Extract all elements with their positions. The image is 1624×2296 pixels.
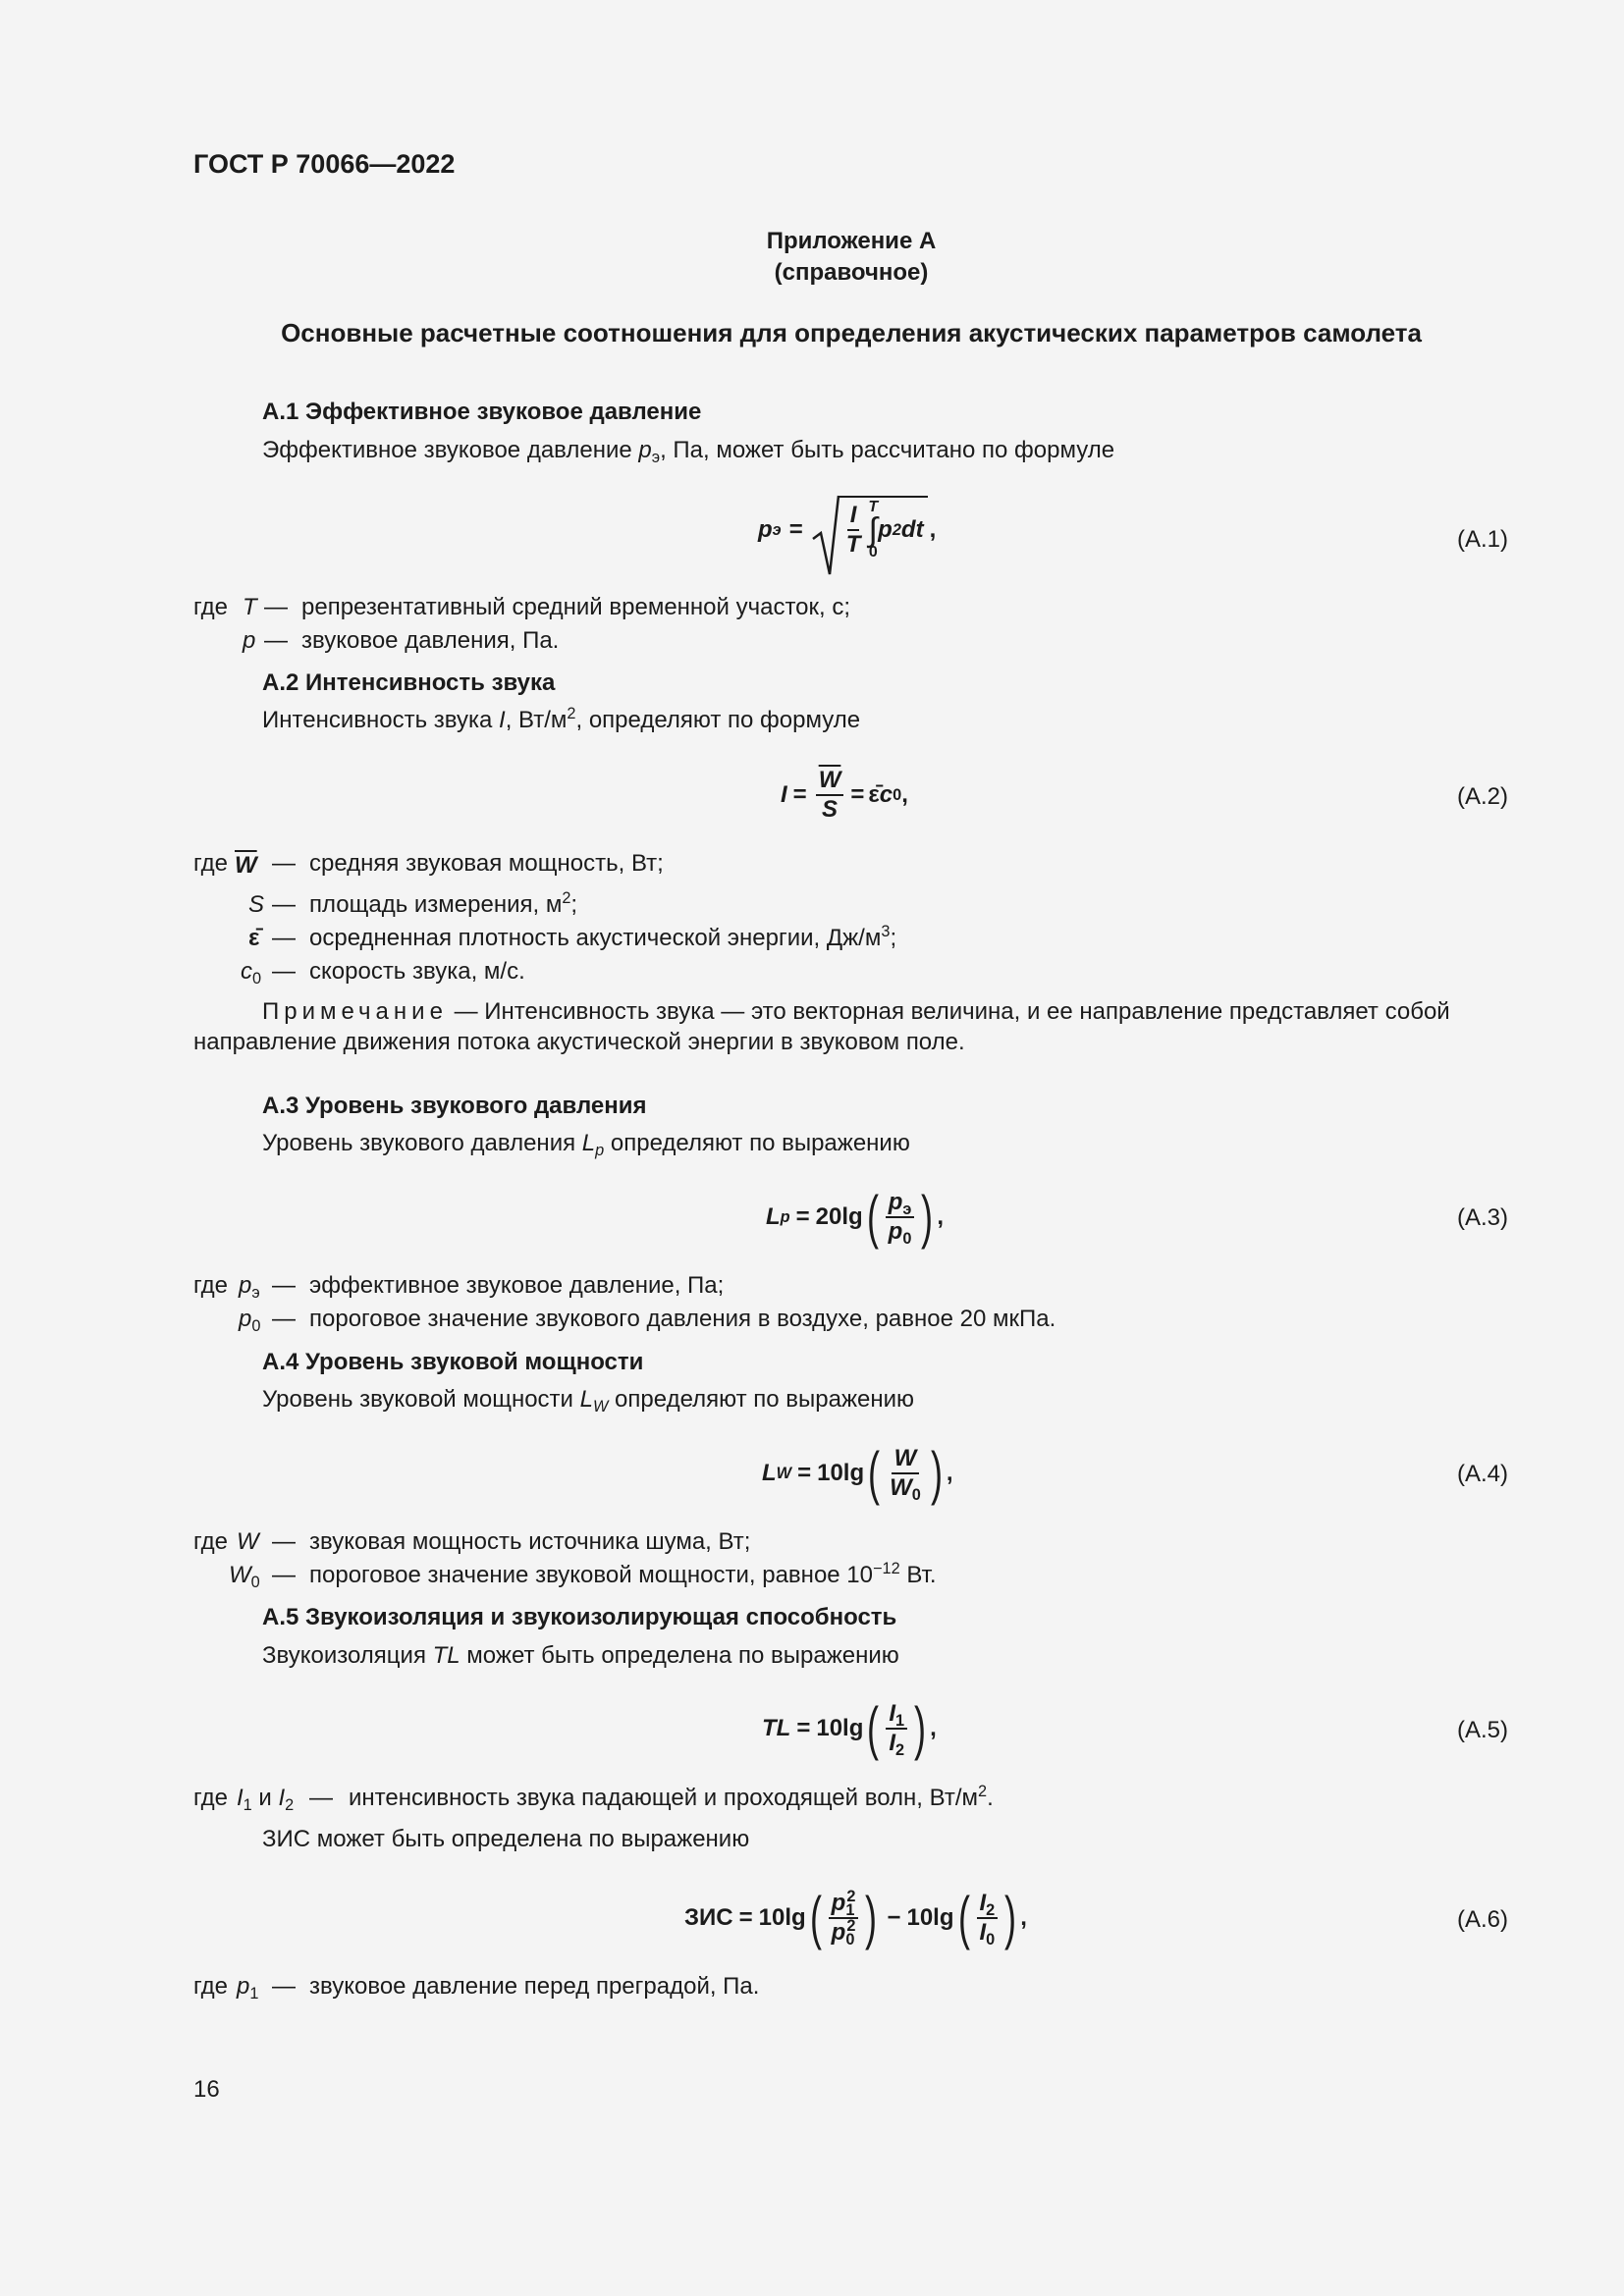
f1-fraction [843,502,864,558]
f5-equals: = [796,1715,811,1742]
intro-sub: p [595,1141,605,1159]
f1-integral [868,500,878,561]
glossary-text [309,923,896,953]
eq-number-a1: (А.1) [1456,526,1508,553]
glossary-symbol: p [243,627,256,654]
intro-text-end: , Па, может быть рассчитано по формуле [660,437,1115,463]
sqrt-bar [839,496,928,498]
f6-den-sub: 0 [845,1930,855,1949]
f5-den [886,1730,907,1757]
main-title: Основные расчетные соотношения для определения акустических параметров самолета [281,318,1422,347]
f6-num-sup: 2 [846,1888,856,1906]
intro-text-end: , определяют по формуле [575,707,861,733]
glossary-text: эффективное звуковое давление, Па; [309,1272,725,1299]
glossary-symbol [237,1783,294,1813]
glossary-dash: — [272,1272,296,1299]
glossary-symbol: W [237,1528,259,1555]
glossary-dash: — [264,627,288,654]
glossary-symbol-part: I [237,1785,244,1811]
right-paren-icon: ) [921,1184,934,1250]
right-paren-icon: ) [930,1440,943,1506]
section-a2-intro [262,705,860,735]
glossary-sup: 2 [977,1783,988,1801]
glossary-symbol: T [243,594,257,620]
glossary-symbol-part: p [237,1973,250,2000]
f6-num [829,1890,859,1919]
f3-num-sub: э [902,1201,912,1219]
formula-a6 [684,1879,1027,1957]
glossary-sub: 1 [249,1984,259,2002]
f6-den2 [977,1919,999,1947]
f5-den-sub: 2 [895,1740,905,1759]
where-label: где [193,1272,229,1299]
glossary-dash: — [272,925,296,951]
f3-lhs: L [766,1203,781,1231]
f3-equals: = [795,1203,810,1231]
f4-coef: 10lg [817,1460,865,1487]
f1-body: p [878,516,893,544]
note-a2 [193,996,1509,1057]
f1-comma: , [929,516,937,544]
f1-num: I [847,502,860,531]
eq-number-a3: (А.3) [1456,1204,1508,1231]
f6-den2-var: I [979,1919,987,1946]
glossary-end: Вт. [899,1562,937,1588]
glossary-text-part: пороговое значение звуковой мощности, равное 10 [309,1562,873,1588]
sqrt-sign-icon [811,494,840,576]
eq-number-a4: (А.4) [1456,1461,1508,1487]
glossary-dash: — [272,1528,296,1555]
f3-fraction [886,1189,915,1248]
where-label: где [193,850,229,877]
glossary-text-part: осредненная плотность акустической энергии, Дж/м [309,925,882,951]
f6-den [829,1919,859,1947]
right-paren-icon: ) [914,1695,927,1761]
intro-text: Эффективное звуковое давление [262,437,639,463]
page-number: 16 [193,2076,220,2103]
glossary-sup: −12 [873,1560,900,1578]
glossary-end: . [987,1785,994,1811]
glossary-symbol: S [248,891,265,918]
glossary-dash: — [272,1973,296,2000]
f4-den [887,1474,924,1502]
f5-comma: , [930,1715,937,1742]
f6-coef: 10lg [758,1904,806,1932]
f1-sqrt: $\frac{I}{T}$ T ∫ 0 p 2 dt [811,500,924,561]
f6-lhs: ЗИС [684,1904,733,1932]
f6-equals: = [738,1904,753,1932]
f6-fraction2 [977,1890,999,1949]
glossary-text: звуковая мощность источника шума, Вт; [309,1528,751,1555]
right-paren-icon: ) [1004,1885,1017,1950]
annex-title: Приложение А [766,228,937,254]
glossary-sub: 0 [252,969,262,988]
f4-num: W [892,1445,920,1474]
formula-a5 [762,1692,937,1765]
f1-den: T [845,531,861,558]
f3-den-sub: 0 [902,1229,912,1248]
f5-lhs: TL [762,1715,791,1742]
where-label: где [193,1528,229,1555]
glossary-text-part: площадь измерения, м [309,891,563,918]
f5-num-sub: 1 [895,1712,905,1731]
annex-subtitle: (справочное) [774,259,929,286]
glossary-symbol-part: I [278,1785,286,1811]
zis-intro: ЗИС может быть определена по выражению [262,1826,750,1852]
f2-num: $\overline{W}$ [816,767,844,796]
section-a4-heading: А.4 Уровень звуковой мощности [262,1349,644,1375]
eq-number-a2: (А.2) [1456,783,1508,810]
glossary-text: средняя звуковая мощность, Вт; [309,850,664,877]
glossary-sub: э [251,1283,260,1302]
note-label: Примечание [262,998,448,1025]
glossary-text: репрезентативный средний временной участок, с; [301,594,851,620]
f2-c: c [879,781,893,809]
where-label: где [193,1785,229,1811]
f6-minus: − [887,1904,901,1932]
glossary-sub: 2 [285,1795,295,1814]
glossary-symbol: ε̄ [248,925,260,951]
f3-den [886,1218,915,1246]
f2-lhs: I [781,781,787,809]
glossary-dash: — [272,1306,296,1332]
f3-coef: 20lg [815,1203,863,1231]
eq-number-a6: (А.6) [1456,1906,1508,1933]
f4-den-sub: 0 [911,1485,921,1504]
glossary-dash: — [272,1562,296,1588]
f1-equals: = [788,516,803,544]
glossary-text [349,1783,994,1813]
where-label: где [193,594,229,620]
glossary-text: звуковое давления, Па. [301,627,560,654]
glossary-text-part: интенсивность звука падающей и проходящей волн, Вт/м [349,1785,978,1811]
f2-equals: = [850,781,865,809]
f1-int-upper: T [868,498,879,515]
f2-fraction [816,767,844,823]
formula-a4: L W = 10lg ( $\frac{W}{W_0}$ ) , [762,1440,953,1506]
left-paren-icon: ( [866,1184,879,1250]
f3-den-var: p [888,1218,903,1245]
section-a5-intro [262,1640,899,1671]
f2-den: S [822,796,839,823]
glossary-text: пороговое значение звукового давления в воздухе, равное 20 мкПа. [309,1306,1056,1332]
eq-number-a5: (А.5) [1456,1717,1508,1743]
f5-fraction [886,1700,907,1759]
f1-lhs: p [758,516,773,544]
glossary-symbol-part: W [229,1562,251,1588]
integral-sign-icon: ∫ [868,510,878,549]
glossary-symbol-part: c [241,958,252,985]
f6-coef2: 10lg [906,1904,954,1932]
glossary-symbol: $\overline{W}$ [235,852,257,879]
intro-var: L [579,1386,593,1413]
intro-var: L [581,1130,596,1156]
glossary-end: ; [890,925,897,951]
glossary-symbol [239,1270,260,1301]
f2-eps: ε̄ [868,781,880,809]
intro-var: I [499,707,506,733]
f1-int-lower: 0 [868,544,878,561]
intro-var: TL [432,1642,460,1669]
formula-a2: I = $\frac{\overline{W}}{S}$ = ε̄ c 0 , [781,767,908,823]
glossary-dash: — [272,958,296,985]
annex-heading [0,226,1624,289]
intro-text-end: определяют по выражению [604,1130,910,1156]
glossary-text: звуковое давление перед преградой, Па. [309,1973,760,2000]
f5-den-var: I [889,1730,896,1756]
glossary-sub: 0 [250,1573,260,1591]
glossary-sub: 0 [251,1316,261,1335]
glossary-text: скорость звука, м/с. [309,958,525,985]
intro-text: Интенсивность звука [262,707,500,733]
f6-den2-sub: 0 [986,1930,996,1949]
f3-num [886,1189,915,1218]
f4-fraction [887,1445,924,1504]
f3-num-var: p [888,1189,903,1216]
left-paren-icon: ( [868,1440,881,1506]
intro-text-end: может быть определена по выражению [460,1642,899,1669]
glossary-sup: 2 [562,889,571,908]
glossary-sub: 1 [243,1795,252,1814]
intro-var: p [638,437,652,463]
left-paren-icon: ( [867,1695,880,1761]
f6-num2-var: I [979,1890,987,1917]
intro-sub: W [592,1397,609,1415]
section-a5-heading: А.5 Звукоизоляция и звукоизолирующая способность [262,1604,897,1630]
glossary-symbol-part: p [239,1272,252,1299]
f6-num2 [977,1890,999,1919]
intro-sup: 2 [567,705,576,723]
left-paren-icon: ( [809,1885,822,1950]
glossary-end: ; [570,891,578,918]
glossary-dash: — [272,891,296,918]
glossary-symbol [237,1971,258,2002]
right-paren-icon: ) [865,1885,878,1950]
f6-num-sub: 1 [845,1901,855,1920]
intro-text: Уровень звукового давления [262,1130,582,1156]
f6-num-var: p [831,1890,846,1917]
f1-dt: dt [900,516,924,544]
glossary-symbol [229,1560,260,1590]
left-paren-icon: ( [957,1885,970,1950]
glossary-dash: — [272,850,296,877]
section-a1-heading: А.1 Эффективное звуковое давление [262,399,702,425]
formula-a1: p э = $\frac{I}{T}$ T ∫ 0 p 2 dt , [758,491,936,569]
f6-den-var: p [831,1919,846,1946]
f6-comma: , [1020,1904,1027,1932]
glossary-symbol-part: p [239,1306,252,1332]
intro-sub: э [651,448,661,466]
note-text: — Интенсивность звука — это векторная величина, и ее направление представляет собой направление движения потока акустической энергии в звуковом поле. [193,998,1450,1056]
intro-text-end: определяют по выражению [608,1386,915,1413]
section-a4-intro [262,1384,914,1415]
section-a3-heading: А.3 Уровень звукового давления [262,1093,647,1119]
f4-den-var: W [890,1474,912,1501]
intro-text: Звукоизоляция [262,1642,433,1669]
glossary-text [309,889,577,920]
glossary-symbol [239,1304,260,1334]
f5-num-var: I [889,1700,896,1728]
section-a3-intro [262,1128,910,1158]
f4-lhs: L [762,1460,777,1487]
f3-comma: , [937,1203,945,1231]
f6-fraction [829,1888,859,1949]
glossary-symbol [241,956,261,987]
intro-text: Уровень звуковой мощности [262,1386,580,1413]
glossary-sup: 3 [881,923,891,941]
section-a2-heading: А.2 Интенсивность звука [262,669,556,696]
section-a1-intro [262,435,1114,465]
f4-comma: , [946,1460,953,1487]
glossary-text [309,1560,937,1590]
where-label: где [193,1973,229,2000]
f5-coef: 10lg [816,1715,864,1742]
glossary-and: и [251,1785,279,1811]
f6-num2-sub: 2 [986,1901,996,1920]
glossary-dash: — [309,1785,333,1811]
f5-num [886,1700,907,1730]
f2-equals: = [792,781,807,809]
intro-text: , Вт/м [505,707,568,733]
f6-den-sup: 2 [846,1917,856,1936]
formula-a3: L p = 20lg ( $\frac{p_э}{p_0}$ ) , [766,1184,945,1250]
f4-equals: = [797,1460,812,1487]
glossary-dash: — [264,594,288,620]
document-code: ГОСТ Р 70066—2022 [193,149,456,179]
f2-comma: , [901,781,908,809]
